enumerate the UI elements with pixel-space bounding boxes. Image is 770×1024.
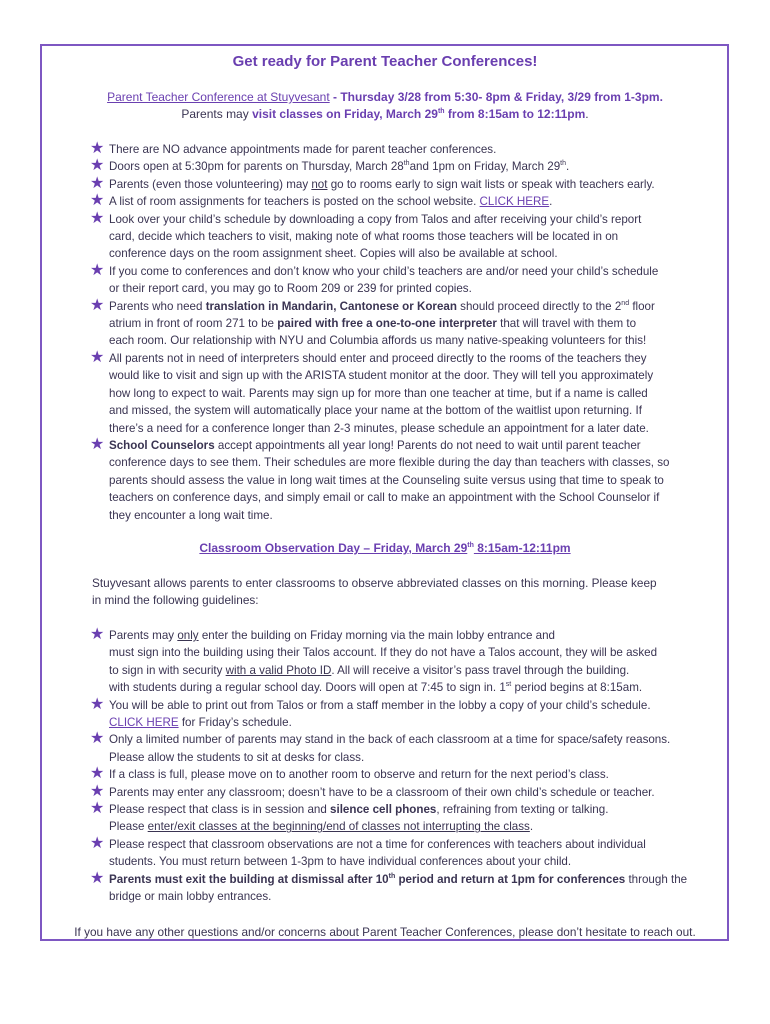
list-item: ★ If you come to conferences and don’t know who your child’s teachers are and/or need your child’s schedule or their report card, you may go to Room 209 or 239 for printed copies. bbox=[90, 261, 659, 296]
star-bullet-icon: ★ bbox=[90, 174, 105, 192]
list-item: ★ School Counselors accept appointments all year long! Parents do not need to wait until parent teacher conference days to see them. Their schedules are more flexible during the day than teachers with classes, so parents should assess the value in long wait times at the Counseling suite versus using that time to speak to teachers on conference days, and simply email or call to make an appointment with the School Counselor if they encounter a long wait time. bbox=[90, 435, 670, 522]
ptc-visit-line: Parents may visit classes on Friday, March 29th from 8:15am to 12:11pm. bbox=[181, 107, 589, 121]
list-item: ★ Parents must exit the building at dismissal after 10th period and return at 1pm for conferences through the bridge or main lobby entrances. bbox=[90, 869, 688, 904]
list-item: ★ If a class is full, please move on to another room to observe and return for the next period’s class. bbox=[90, 765, 609, 783]
ptc-heading-dates: - Thursday 3/28 from 5:30- 8pm & Friday, 3/29 from 1-3pm. bbox=[329, 90, 663, 104]
list-item: ★ There are NO advance appointments made for parent teacher conferences. bbox=[90, 140, 497, 157]
list-item: ★ Parents who need translation in Mandarin, Cantonese or Korean should proceed directly to the 2nd floor atrium in front of room 271 to be paired with free a one-to-one interpreter that will travel with them to each room. Our relationship with NYU and Columbia affords us many native-speaking volunteers for this! bbox=[90, 296, 655, 348]
star-bullet-icon: ★ bbox=[90, 695, 105, 713]
ptc-heading-link: Parent Teacher Conference at Stuyvesant bbox=[107, 90, 330, 104]
star-bullet-icon: ★ bbox=[90, 782, 105, 800]
star-bullet-icon: ★ bbox=[90, 209, 105, 227]
closing-note: If you have any other questions and/or concerns about Parent Teacher Conferences, please don’t hesitate to reach out. bbox=[74, 925, 696, 939]
star-bullet-icon: ★ bbox=[90, 157, 105, 175]
star-bullet-icon: ★ bbox=[90, 348, 105, 366]
observation-intro: Stuyvesant allows parents to enter classrooms to observe abbreviated classes on this morning. Please keep in mind the following guidelines: bbox=[92, 576, 657, 608]
ptc-heading bbox=[42, 89, 728, 106]
list-item: ★ Please respect that class is in session and silence cell phones, refraining from texting or talking. Please enter/exit classes at the beginning/end of classes not interrupting the class. bbox=[90, 800, 609, 834]
star-bullet-icon: ★ bbox=[90, 730, 105, 748]
friday-schedule-link[interactable]: CLICK HERE bbox=[109, 716, 179, 730]
list-item: ★ Doors open at 5:30pm for parents on Thursday, March 28thand 1pm on Friday, March 29th. bbox=[90, 157, 570, 175]
list-item: ★ Parents may only enter the building on Friday morning via the main lobby entrance and must sign into the building using their Talos account. If they do not have a Talos account, they will be asked to sign in with security with a valid Photo ID. All will receive a visitor’s pass travel through the building. with students during a regular school day. Doors will open at 7:45 to sign in. 1st period begins at 8:15am. bbox=[90, 626, 658, 695]
list-item: ★ You will be able to print out from Talos or from a staff member in the lobby a copy of your child’s schedule. CLICK HERE for Friday’s schedule. bbox=[90, 695, 651, 730]
star-bullet-icon: ★ bbox=[90, 435, 105, 453]
observation-heading: Classroom Observation Day – Friday, March 29th 8:15am-12:11pm bbox=[199, 541, 571, 555]
conference-guidelines-list bbox=[92, 141, 732, 524]
star-bullet-icon: ★ bbox=[90, 834, 105, 852]
list-item: ★ A list of room assignments for teachers is posted on the school website. CLICK HERE. bbox=[90, 192, 553, 210]
star-bullet-icon: ★ bbox=[90, 800, 105, 818]
list-item: ★ Look over your child’s schedule by downloading a copy from Talos and after receiving your child’s report card, decide which teachers to visit, making note of what rooms those teachers will be located in on conference days on the room assignment sheet. Copies will also be available at school. bbox=[90, 209, 642, 261]
star-bullet-icon: ★ bbox=[90, 626, 105, 643]
star-bullet-icon: ★ bbox=[90, 261, 105, 279]
list-item: ★ Parents may enter any classroom; doesn’t have to be a classroom of their own child’s schedule or teacher. bbox=[90, 782, 655, 800]
star-bullet-icon: ★ bbox=[90, 296, 105, 314]
room-assignments-link[interactable]: CLICK HERE bbox=[479, 195, 550, 209]
star-bullet-icon: ★ bbox=[90, 869, 105, 887]
star-bullet-icon: ★ bbox=[90, 192, 105, 210]
list-item: ★ Please respect that classroom observations are not a time for conferences with teachers about individual students. You must return between 1-3pm to have individual conferences about your child. bbox=[90, 834, 646, 869]
star-bullet-icon: ★ bbox=[90, 140, 105, 157]
page-title: Get ready for Parent Teacher Conferences! bbox=[232, 53, 538, 70]
list-item: ★ Only a limited number of parents may stand in the back of each classroom at a time for space/safety reasons. Please allow the students to sit at desks for class. bbox=[90, 730, 671, 764]
list-item: ★ Parents (even those volunteering) may not go to rooms early to sign wait lists or speak with teachers early. bbox=[90, 174, 655, 192]
list-item: ★ All parents not in need of interpreters should enter and proceed directly to the rooms of the teachers they would like to visit and sign up with the ARISTA student monitor at the door. They will tell you approximately how long to expect to wait. Parents may sign up for more than one teacher at time, but if a name is called and missed, the system will automatically place your name at the bottom of the waitlist upon returning. If there’s a need for a conference longer than 2-3 minutes, please schedule an appointment for a later date. bbox=[90, 348, 654, 435]
observation-guidelines-list bbox=[92, 627, 732, 906]
star-bullet-icon: ★ bbox=[90, 765, 105, 783]
